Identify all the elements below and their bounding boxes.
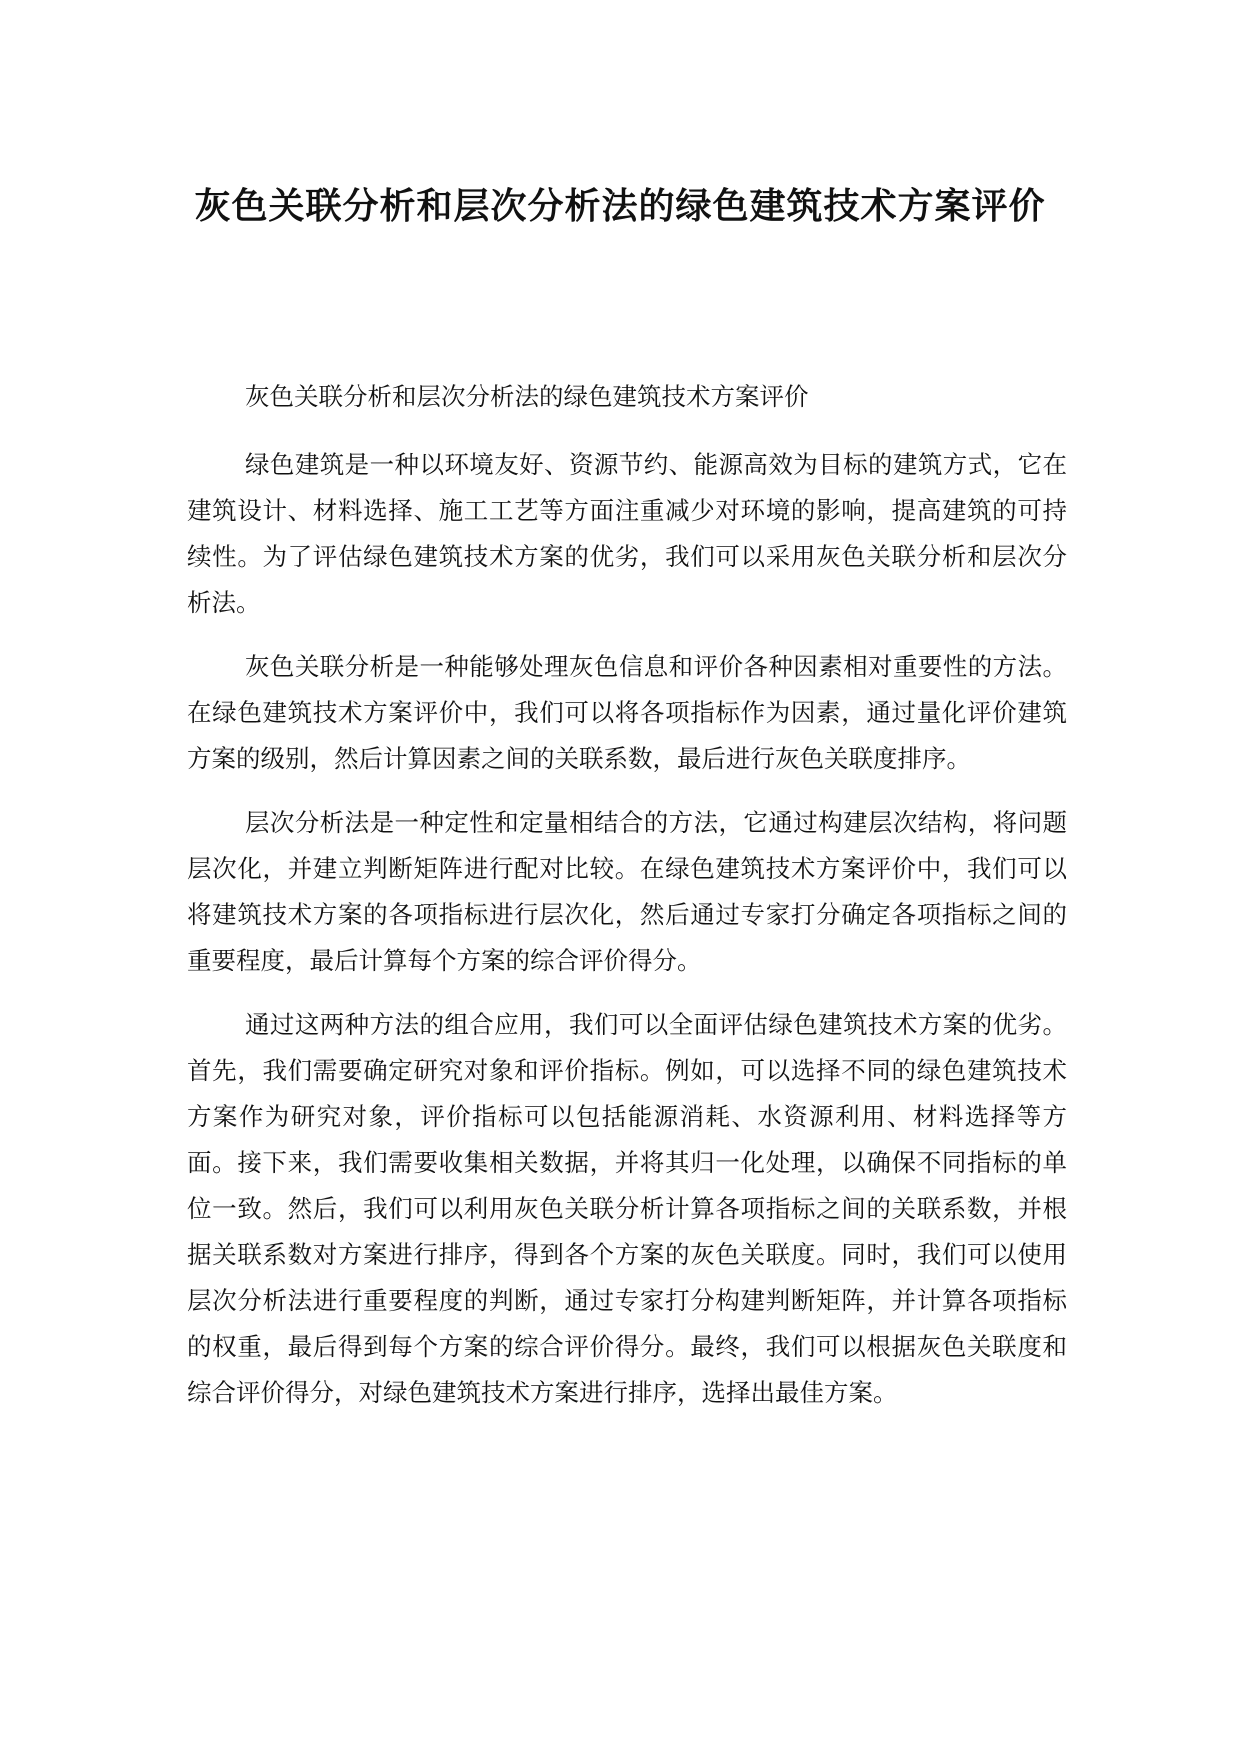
document-title: 灰色关联分析和层次分析法的绿色建筑技术方案评价 <box>194 186 1046 227</box>
document-body <box>187 374 1067 1434</box>
paragraph-intro: 绿色建筑是一种以环境友好、资源节约、能源高效为目标的建筑方式，它在建筑设计、材料选择、施工工艺等方面注重减少对环境的影响，提高建筑的可持续性。为了评估绿色建筑技术方案的优劣，我们可以采用灰色关联分析和层次分析法。 <box>187 450 1067 617</box>
paragraph-combined-method: 通过这两种方法的组合应用，我们可以全面评估绿色建筑技术方案的优劣。首先，我们需要确定研究对象和评价指标。例如，可以选择不同的绿色建筑技术方案作为研究对象，评价指标可以包括能源消耗、水资源利用、材料选择等方面。接下来，我们需要收集相关数据，并将其归一化处理，以确保不同指标的单位一致。然后，我们可以利用灰色关联分析计算各项指标之间的关联系数，并根据关联系数对方案进行排序，得到各个方案的灰色关联度。同时，我们可以使用层次分析法进行重要程度的判断，通过专家打分构建判断矩阵，并计算各项指标的权重，最后得到每个方案的综合评价得分。最终，我们可以根据灰色关联度和综合评价得分，对绿色建筑技术方案进行排序，选择出最佳方案。 <box>187 1010 1067 1407</box>
paragraph-grey-relational: 灰色关联分析是一种能够处理灰色信息和评价各种因素相对重要性的方法。在绿色建筑技术方案评价中，我们可以将各项指标作为因素，通过量化评价建筑方案的级别，然后计算因素之间的关联系数，最后进行灰色关联度排序。 <box>187 652 1067 773</box>
paragraph-ahp: 层次分析法是一种定性和定量相结合的方法，它通过构建层次结构，将问题层次化，并建立判断矩阵进行配对比较。在绿色建筑技术方案评价中，我们可以将建筑技术方案的各项指标进行层次化，然后通过专家打分确定各项指标之间的重要程度，最后计算每个方案的综合评价得分。 <box>187 808 1067 975</box>
paragraph-subtitle: 灰色关联分析和层次分析法的绿色建筑技术方案评价 <box>245 382 809 411</box>
